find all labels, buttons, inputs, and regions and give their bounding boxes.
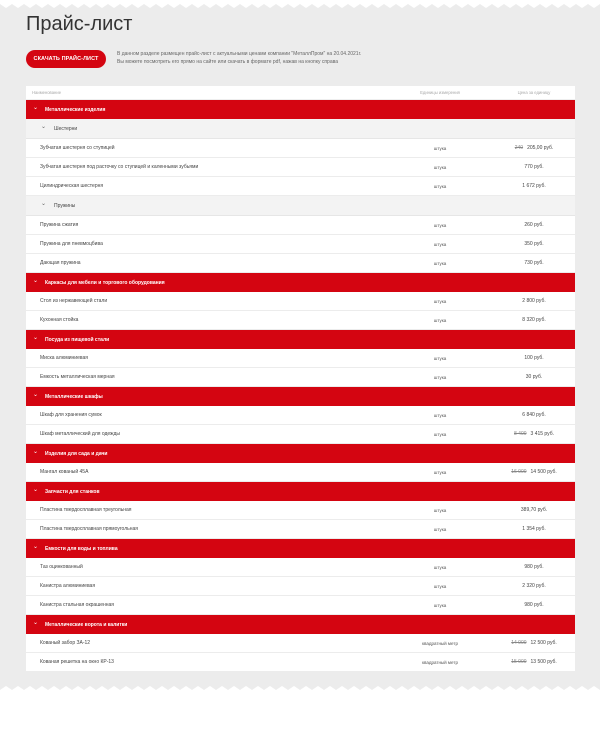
product-name: Миска алюминиевая: [40, 355, 88, 361]
table-row: [26, 139, 575, 158]
product-price: 2 320 руб.: [522, 583, 546, 589]
category-label: Емкости для воды и топлива: [45, 545, 118, 552]
chevron-down-icon: ⌄: [33, 449, 39, 455]
category-label: Изделия для сада и дачи: [45, 450, 108, 457]
product-unit: штука: [433, 183, 447, 189]
product-price: [496, 145, 572, 151]
product-price: 30 руб.: [525, 374, 543, 380]
table-row: [26, 577, 575, 596]
chevron-down-icon: ⌄: [33, 278, 39, 284]
download-pricelist-button[interactable]: СКАЧАТЬ ПРАЙС-ЛИСТ: [26, 50, 106, 68]
current-price: 14 500 руб.: [530, 469, 557, 475]
category-metal-cabinets[interactable]: [26, 387, 575, 406]
product-price: [496, 640, 572, 646]
product-price: 980 руб.: [524, 602, 544, 608]
footer-area: [0, 694, 600, 737]
product-unit: штука: [433, 583, 447, 589]
page-title: Прайс-лист: [26, 13, 133, 35]
product-name: Кованая решетка на окно КР-13: [40, 659, 114, 665]
product-unit: штука: [433, 469, 447, 475]
intro-text: [117, 51, 417, 66]
product-name: Стол из нержавеющей стали: [40, 298, 108, 304]
old-price: 14 000: [511, 640, 527, 646]
product-name: Шкаф металлический для одежды: [40, 431, 121, 437]
category-furniture-frames[interactable]: [26, 273, 575, 292]
table-row: [26, 425, 575, 444]
product-unit: штука: [433, 564, 447, 570]
product-price: 1 354 руб.: [522, 526, 546, 532]
product-price: 350 руб.: [524, 241, 544, 247]
chevron-down-icon: ⌄: [41, 124, 47, 130]
product-price: 980 руб.: [524, 564, 544, 570]
category-machine-parts[interactable]: [26, 482, 575, 501]
zigzag-top-border: [0, 0, 600, 8]
chevron-down-icon: ⌄: [33, 335, 39, 341]
product-price: 730 руб.: [524, 260, 544, 266]
product-unit: штука: [433, 374, 447, 380]
chevron-down-icon: ⌄: [33, 105, 39, 111]
header-unit: Единицы измерения: [420, 90, 460, 95]
current-price: 3 415 руб.: [530, 431, 554, 437]
price-table: [26, 86, 575, 672]
category-label: Каркасы для мебели и торгового оборудования: [45, 279, 165, 286]
table-row: [26, 311, 575, 330]
product-name: Мангал кованый 45А: [40, 469, 89, 475]
intro-line-1: В данном разделе размещен прайс-лист с актуальными ценами компании "МеталлПром" на 20.04.2021г.: [117, 51, 362, 57]
table-row: [26, 463, 575, 482]
product-price: 2 800 руб.: [522, 298, 546, 304]
product-name: Пружина для пневмоцбива: [40, 241, 103, 247]
table-row: [26, 158, 575, 177]
product-unit: штука: [433, 431, 447, 437]
old-price: 240: [514, 145, 524, 151]
category-food-steel-dishes[interactable]: [26, 330, 575, 349]
product-price: 260 руб.: [524, 222, 544, 228]
product-name: Пружина сжатия: [40, 222, 79, 228]
category-label: Металлические изделия: [45, 106, 106, 113]
product-unit: штука: [433, 317, 447, 323]
product-unit: штука: [433, 507, 447, 513]
subcategory-label: Пружины: [54, 202, 76, 209]
product-price: 100 руб.: [524, 355, 544, 361]
category-metal-products[interactable]: [26, 100, 575, 119]
product-unit: штука: [433, 355, 447, 361]
product-name: Дающая пружина: [40, 260, 81, 266]
table-row: [26, 653, 575, 672]
product-price: [496, 659, 572, 665]
header-price: Цена за единицу: [517, 90, 551, 95]
category-water-fuel-containers[interactable]: [26, 539, 575, 558]
table-row: [26, 501, 575, 520]
current-price: 13 500 руб.: [530, 659, 557, 665]
product-name: Пластина твердосплавная треугольная: [40, 507, 132, 513]
product-price: 389,70 руб.: [520, 507, 548, 513]
category-label: Посуда из пищевой стали: [45, 336, 110, 343]
product-name: Кухонная стойка: [40, 317, 79, 323]
product-unit: штука: [433, 241, 447, 247]
table-row: [26, 368, 575, 387]
table-row: [26, 596, 575, 615]
chevron-down-icon: ⌄: [33, 620, 39, 626]
category-label: Металлические ворота и калитки: [45, 621, 128, 628]
chevron-down-icon: ⌄: [33, 392, 39, 398]
table-row: [26, 520, 575, 539]
product-unit: штука: [433, 526, 447, 532]
product-unit: штука: [433, 602, 447, 608]
product-price: 770 руб.: [524, 164, 544, 170]
product-unit: штука: [433, 412, 447, 418]
product-unit: штука: [433, 260, 447, 266]
product-unit: квадратный метр: [422, 640, 458, 646]
product-unit: штука: [433, 145, 447, 151]
table-row: [26, 349, 575, 368]
product-name: Канистра стальная окрашенная: [40, 602, 114, 608]
subcategory-springs[interactable]: [26, 196, 575, 216]
table-header: [26, 86, 575, 100]
product-price: [496, 431, 572, 437]
old-price: 16 000: [511, 469, 527, 475]
category-label: Запчасти для станков: [45, 488, 100, 495]
product-name: Емкость металлическая мерная: [40, 374, 115, 380]
table-row: [26, 177, 575, 196]
product-unit: штука: [433, 298, 447, 304]
subcategory-gears[interactable]: [26, 119, 575, 139]
product-price: 6 840 руб.: [522, 412, 546, 418]
table-row: [26, 292, 575, 311]
intro-line-2: Вы можете посмотреть его прямо на сайте или скачать в формате pdf, нажав на кнопку справа: [117, 58, 338, 65]
table-row: [26, 216, 575, 235]
product-name: Таз оцинкованный: [40, 564, 83, 570]
product-name: Канистра алюминиевая: [40, 583, 96, 589]
product-unit: квадратный метр: [422, 659, 458, 665]
product-name: Шкаф для хранения сумок: [40, 412, 102, 418]
header-name: Наименование: [32, 90, 62, 95]
product-unit: штука: [433, 164, 447, 170]
chevron-down-icon: ⌄: [33, 544, 39, 550]
product-price: 8 320 руб.: [522, 317, 546, 323]
product-name: Зубчатая шестерня под расточку со ступицей и каленными зубьями: [40, 164, 199, 170]
current-price: 12 500 руб.: [530, 640, 557, 646]
chevron-down-icon: ⌄: [33, 487, 39, 493]
category-garden-products[interactable]: [26, 444, 575, 463]
old-price: 8 400: [514, 431, 527, 437]
category-gates-wickets[interactable]: [26, 615, 575, 634]
product-name: Кованый забор ЗА-12: [40, 640, 91, 646]
zigzag-bottom-border: [0, 686, 600, 694]
table-row: [26, 406, 575, 425]
subcategory-label: Шестерни: [54, 125, 78, 132]
product-name: Пластина твердосплавная прямоугольная: [40, 526, 139, 532]
product-name: Зубчатая шестерня со ступицей: [40, 145, 115, 151]
product-price: [496, 469, 572, 475]
table-row: [26, 558, 575, 577]
old-price: 15 000: [511, 659, 527, 665]
table-row: [26, 254, 575, 273]
product-price: 1 672 руб.: [522, 183, 546, 189]
table-row: [26, 634, 575, 653]
category-label: Металлические шкафы: [45, 393, 103, 400]
table-row: [26, 235, 575, 254]
product-name: Цилиндрическая шестерня: [40, 183, 104, 189]
chevron-down-icon: ⌄: [41, 201, 47, 207]
current-price: 205,00 руб.: [527, 145, 554, 151]
product-unit: штука: [433, 222, 447, 228]
